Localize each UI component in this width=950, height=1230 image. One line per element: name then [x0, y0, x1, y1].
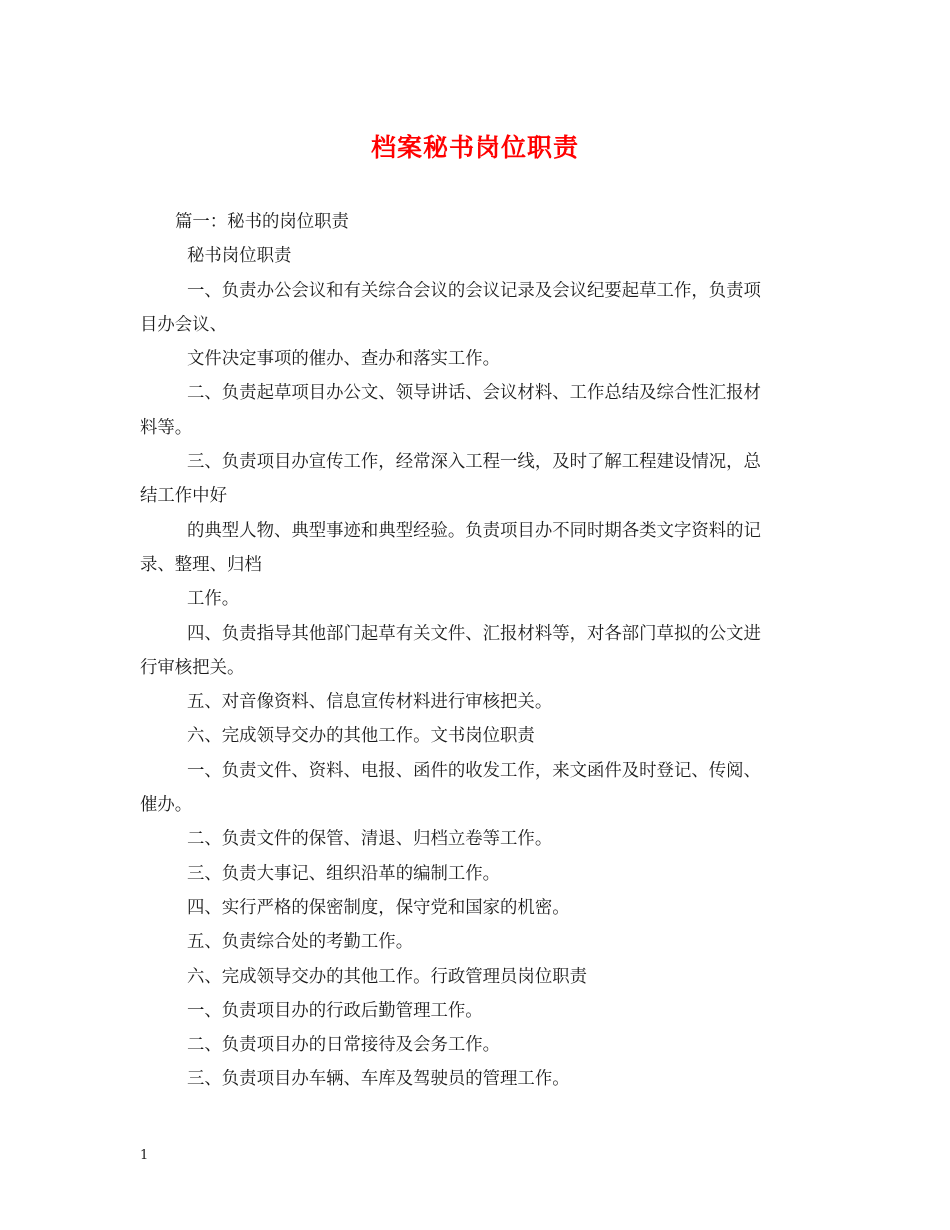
- paragraph-line: 结工作中好: [140, 486, 227, 507]
- paragraph-line: 三、负责项目办车辆、车库及驾驶员的管理工作。: [187, 1069, 570, 1090]
- paragraph-line: 二、负责文件的保管、清退、归档立卷等工作。: [187, 829, 553, 850]
- paragraph-line: 二、负责项目办的日常接待及会务工作。: [187, 1035, 501, 1056]
- paragraph-line: 料等。: [140, 417, 193, 438]
- paragraph-line: 三、负责项目办宣传工作，经常深入工程一线，及时了解工程建设情况，总: [187, 452, 761, 473]
- paragraph-line: 五、对音像资料、信息宣传材料进行审核把关。: [187, 692, 553, 713]
- paragraph-line: 三、负责大事记、组织沿革的编制工作。: [187, 863, 501, 884]
- paragraph-line: 录、整理、归档: [140, 554, 262, 575]
- paragraph-line: 五、负责综合处的考勤工作。: [187, 932, 414, 953]
- paragraph-line: 目办会议、: [140, 314, 227, 335]
- paragraph-line: 四、实行严格的保密制度，保守党和国家的机密。: [187, 897, 570, 918]
- paragraph-line: 一、负责办公会议和有关综合会议的会议记录及会议纪要起草工作，负责项: [187, 280, 761, 301]
- paragraph-line: 六、完成领导交办的其他工作。行政管理员岗位职责: [187, 966, 587, 987]
- paragraph-line: 六、完成领导交办的其他工作。文书岗位职责: [187, 726, 535, 747]
- paragraph-line: 行审核把关。: [140, 657, 245, 678]
- section-heading: 篇一：秘书的岗位职责: [175, 212, 349, 232]
- paragraph-line: 一、负责文件、资料、电报、函件的收发工作，来文函件及时登记、传阅、: [187, 760, 761, 781]
- subheading: 秘书岗位职责: [187, 246, 292, 267]
- paragraph-line: 四、负责指导其他部门起草有关文件、汇报材料等，对各部门草拟的公文进: [187, 623, 761, 644]
- paragraph-line: 的典型人物、典型事迹和典型经验。负责项目办不同时期各类文字资料的记: [187, 520, 761, 541]
- page-number: 1: [140, 1148, 149, 1163]
- paragraph-line: 工作。: [187, 589, 240, 610]
- document-body: [140, 205, 812, 1097]
- paragraph-line: 一、负责项目办的行政后勤管理工作。: [187, 1000, 483, 1021]
- paragraph-line: 催办。: [140, 795, 193, 816]
- paragraph-line: 二、负责起草项目办公文、领导讲话、会议材料、工作总结及综合性汇报材: [187, 383, 761, 404]
- document-title: 档案秘书岗位职责: [370, 133, 579, 162]
- paragraph-line: 文件决定事项的催办、查办和落实工作。: [187, 349, 501, 370]
